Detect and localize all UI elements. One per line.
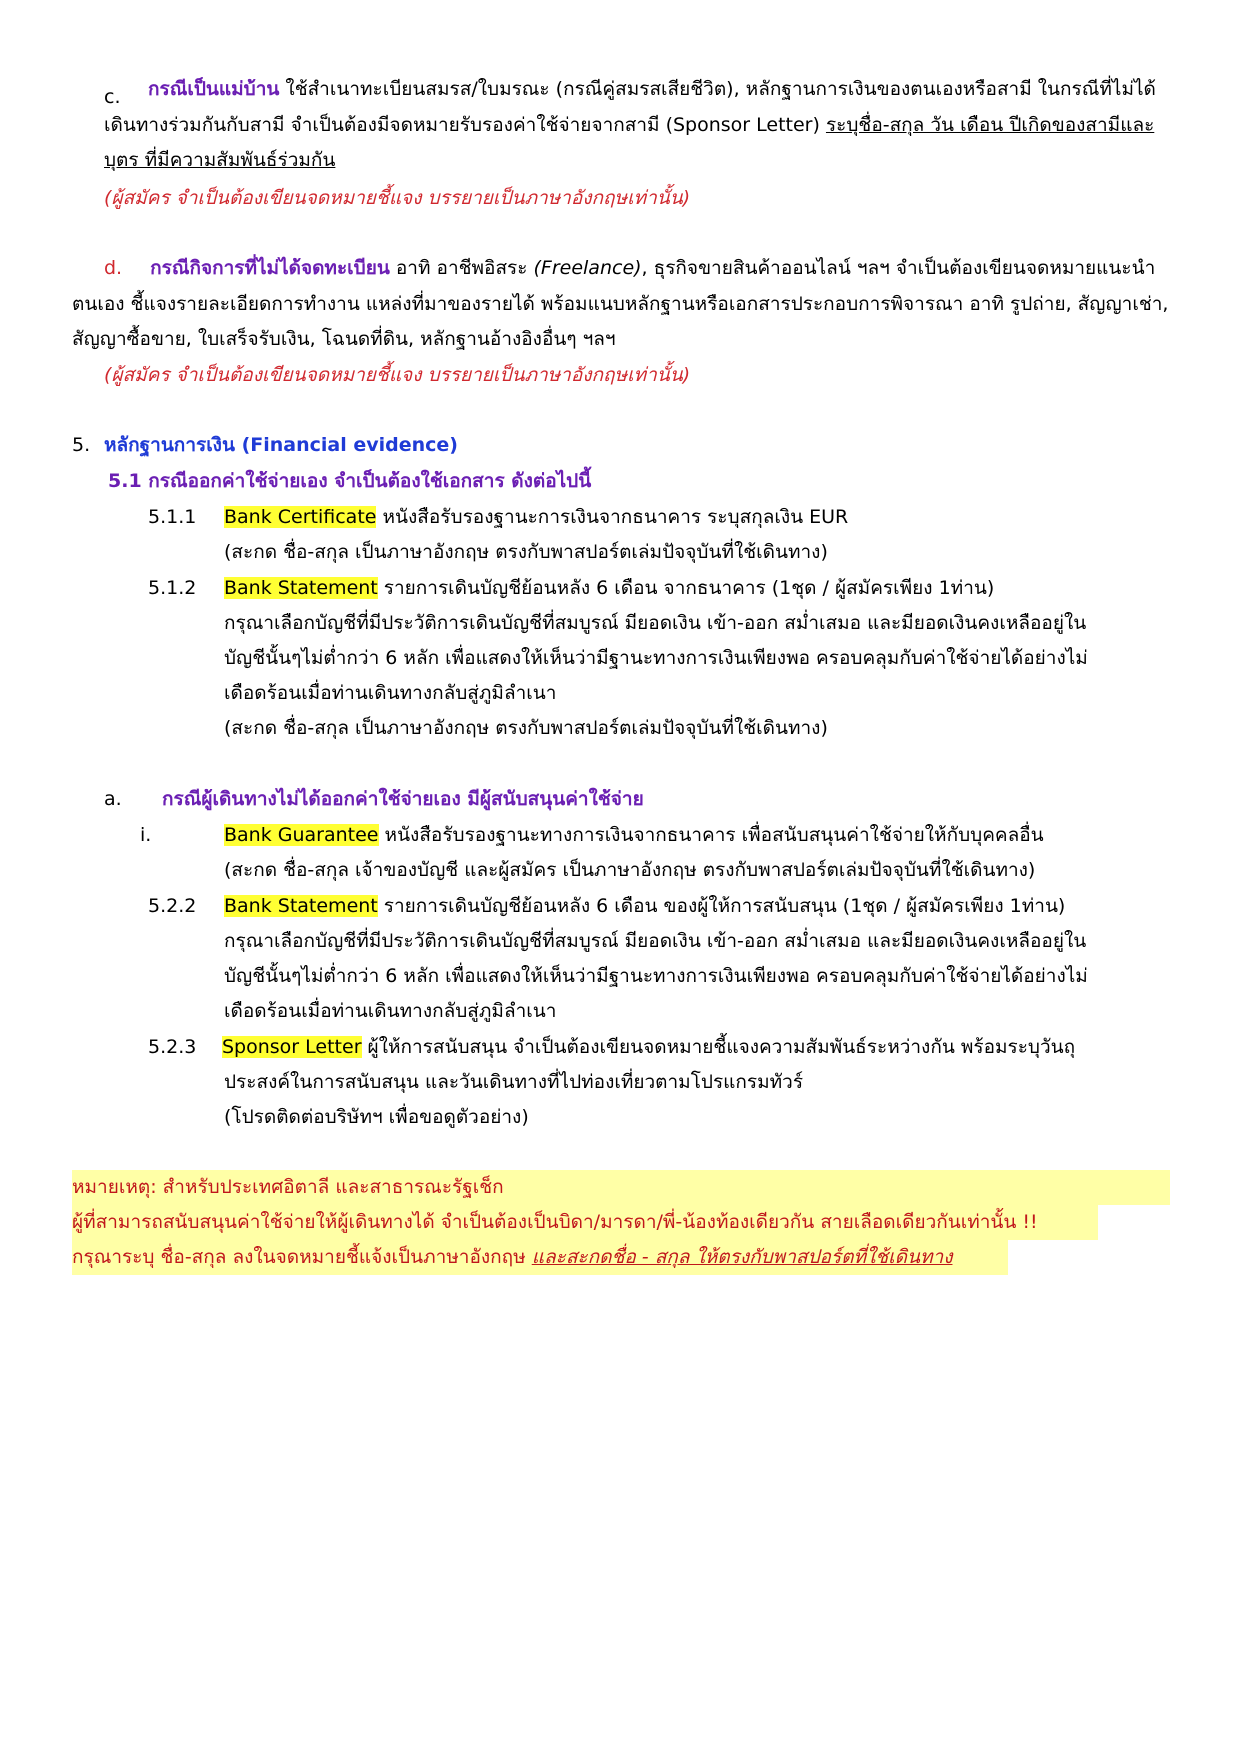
section-c-paragraph bbox=[104, 72, 1170, 179]
remark-line-3-a: กรุณาระบุ ชื่อ-สกุล ลงในจดหมายชี้แจ้งเป็นภาษาอังกฤษ bbox=[72, 1246, 532, 1268]
item-i-number: i. bbox=[140, 824, 152, 846]
section-d-paragraph bbox=[72, 251, 1170, 358]
section-c-marker: c. bbox=[104, 86, 121, 108]
section-d-marker: d. bbox=[104, 257, 123, 279]
section5-2-marker: a. bbox=[104, 788, 122, 810]
item-5-1-2-text: รายการเดินบัญชีย้อนหลัง 6 เดือน จากธนาคาร (1ชุด / ผู้สมัครเพียง 1ท่าน) bbox=[377, 577, 995, 599]
section5-1-title: 5.1 กรณีออกค่าใช้จ่ายเอง จำเป็นต้องใช้เอกสาร ดังต่อไปนี้ bbox=[108, 470, 592, 492]
remark-line-3-b: และสะกดชื่อ - สกุล ให้ตรงกับพาสปอร์ตที่ใช้เดินทาง bbox=[531, 1246, 953, 1268]
item-5-1-2-sub: (สะกด ชื่อ-สกุล เป็นภาษาอังกฤษ ตรงกับพาสปอร์ตเล่มปัจจุบันที่ใช้เดินทาง) bbox=[224, 717, 828, 739]
section-d-note: (ผู้สมัคร จำเป็นต้องเขียนจดหมายชี้แจง บรรยายเป็นภาษาอังกฤษเท่านั้น) bbox=[104, 364, 691, 386]
item-5-2-3-line-1: ประสงค์ในการสนับสนุน และวันเดินทางที่ไปท่องเที่ยวตามโปรแกรมทัวร์ bbox=[224, 1071, 804, 1093]
item-5-1-2-line-1: กรุณาเลือกบัญชีที่มีประวัติการเดินบัญชีที่สมบูรณ์ มียอดเงิน เข้า-ออก สม่ำเสมอ และมียอดเงินคงเหลืออยู่ใน bbox=[224, 612, 1087, 634]
item-5-1-2-line-3: เดือดร้อนเมื่อท่านเดินทางกลับสู่ภูมิลำเนา bbox=[224, 682, 557, 704]
bank-certificate-label: Bank Certificate bbox=[224, 506, 377, 528]
section-d-freelance: (Freelance) bbox=[533, 257, 642, 279]
sponsor-letter-label: Sponsor Letter bbox=[222, 1036, 362, 1058]
item-5-1-2-number: 5.1.2 bbox=[148, 577, 197, 599]
bank-statement-label: Bank Statement bbox=[224, 577, 378, 599]
item-5-2-2-line-2: บัญชีนั้นๆไม่ต่ำกว่า 6 หลัก เพื่อแสดงให้เห็นว่ามีฐานะทางการเงินเพียงพอ ครอบคลุมกับค่าใช้จ่ายได้อย่างไม่ bbox=[224, 965, 1088, 987]
item-5-1-1-number: 5.1.1 bbox=[148, 506, 197, 528]
item-5-2-3 bbox=[222, 1030, 1075, 1066]
item-5-2-3-sub: (โปรดติดต่อบริษัทฯ เพื่อขอดูตัวอย่าง) bbox=[224, 1106, 529, 1128]
item-5-1-1-sub: (สะกด ชื่อ-สกุล เป็นภาษาอังกฤษ ตรงกับพาสปอร์ตเล่มปัจจุบันที่ใช้เดินทาง) bbox=[224, 541, 828, 563]
item-bank-guarantee-text: หนังสือรับรองฐานะทางการเงินจากธนาคาร เพื่อสนับสนุนค่าใช้จ่ายให้กับบุคคลอื่น bbox=[378, 824, 1044, 846]
item-5-2-3-text: ผู้ให้การสนับสนุน จำเป็นต้องเขียนจดหมายชี้แจงความสัมพันธ์ระหว่างกัน พร้อมระบุวันถุ bbox=[361, 1036, 1076, 1058]
section-d-body-b: , ธุรกิจขายสินค้าออนไลน์ ฯลฯ จำเป็นต้องเขียนจดหมายแนะนำตนเอง ชี้แจงรายละเอียดการทำงาน แหล่งที่มาของรายได้ พร้อมแนบหลักฐานหรือเอกสารประกอบการพิจารณา อาทิ รูปถ่าย, สัญญาเช่า, สัญญาซื้อขาย, ใบเสร็จรับเงิน, โฉนดที่ดิน, หลักฐานอ้างอิงอื่นๆ ฯลฯ bbox=[72, 257, 1169, 350]
item-5-2-2-number: 5.2.2 bbox=[148, 895, 197, 917]
remark-line-1: หมายเหตุ: สำหรับประเทศอิตาลี และสาธารณะรัฐเช็ก bbox=[72, 1170, 1170, 1205]
item-5-2-2-text: รายการเดินบัญชีย้อนหลัง 6 เดือน ของผู้ให้การสนับสนุน (1ชุด / ผู้สมัครเพียง 1ท่าน) bbox=[377, 895, 1066, 917]
section-c-body: ใช้สำเนาทะเบียนสมรส/ใบมรณะ (กรณีคู่สมรสเสียชีวิต), หลักฐานการเงินของตนเองหรือสามี ในกรณีที่ไม่ได้เดินทางร่วมกันกับสามี จำเป็นต้องมีจดหมายรับรองค่าใช้จ่ายจากสามี (Sponsor Letter) bbox=[104, 78, 1156, 136]
item-5-2-2-line-1: กรุณาเลือกบัญชีที่มีประวัติการเดินบัญชีที่สมบูรณ์ มียอดเงิน เข้า-ออก สม่ำเสมอ และมียอดเงินคงเหลืออยู่ใน bbox=[224, 930, 1087, 952]
bank-guarantee-label: Bank Guarantee bbox=[224, 824, 379, 846]
section-c-underlined: ระบุชื่อ-สกุล วัน เดือน ปีเกิดของสามีและบุตร ที่มีความสัมพันธ์ร่วมกัน bbox=[104, 113, 1155, 171]
section-c-note: (ผู้สมัคร จำเป็นต้องเขียนจดหมายชี้แจง บรรยายเป็นภาษาอังกฤษเท่านั้น) bbox=[104, 187, 691, 209]
section5-2-title: กรณีผู้เดินทางไม่ได้ออกค่าใช้จ่ายเอง มีผู้สนับสนุนค่าใช้จ่าย bbox=[162, 788, 644, 810]
section5-title: หลักฐานการเงิน (Financial evidence) bbox=[104, 434, 458, 456]
remark-line-3 bbox=[72, 1240, 1008, 1275]
item-5-1-1-text: หนังสือรับรองฐานะการเงินจากธนาคาร ระบุสกุลเงิน EUR bbox=[376, 506, 849, 528]
section5-number: 5. bbox=[72, 434, 91, 456]
section-d-body-a: อาทิ อาชีพอิสระ bbox=[389, 257, 534, 279]
item-bank-guarantee bbox=[224, 818, 1044, 854]
section-c-title: กรณีเป็นแม่บ้าน bbox=[148, 78, 280, 100]
item-bank-guarantee-sub: (สะกด ชื่อ-สกุล เจ้าของบัญชี และผู้สมัคร เป็นภาษาอังกฤษ ตรงกับพาสปอร์ตเล่มปัจจุบันที่ใช้เดินทาง) bbox=[224, 859, 1036, 881]
item-5-2-2 bbox=[224, 889, 1065, 925]
item-5-1-2-line-2: บัญชีนั้นๆไม่ต่ำกว่า 6 หลัก เพื่อแสดงให้เห็นว่ามีฐานะทางการเงินเพียงพอ ครอบคลุมกับค่าใช้จ่ายได้อย่างไม่ bbox=[224, 647, 1088, 669]
item-5-2-3-number: 5.2.3 bbox=[148, 1036, 197, 1058]
section-d-title: กรณีกิจการที่ไม่ได้จดทะเบียน bbox=[150, 257, 390, 279]
item-5-1-1 bbox=[224, 500, 848, 536]
remark-line-2: ผู้ที่สามารถสนับสนุนค่าใช้จ่ายให้ผู้เดินทางได้ จำเป็นต้องเป็นบิดา/มารดา/พี่-น้องท้องเดียวกัน สายเลือดเดียวกันเท่านั้น !! bbox=[72, 1205, 1098, 1240]
item-5-2-2-line-3: เดือดร้อนเมื่อท่านเดินทางกลับสู่ภูมิลำเนา bbox=[224, 1000, 557, 1022]
sponsor-bank-statement-label: Bank Statement bbox=[224, 895, 378, 917]
item-5-1-2 bbox=[224, 571, 994, 607]
